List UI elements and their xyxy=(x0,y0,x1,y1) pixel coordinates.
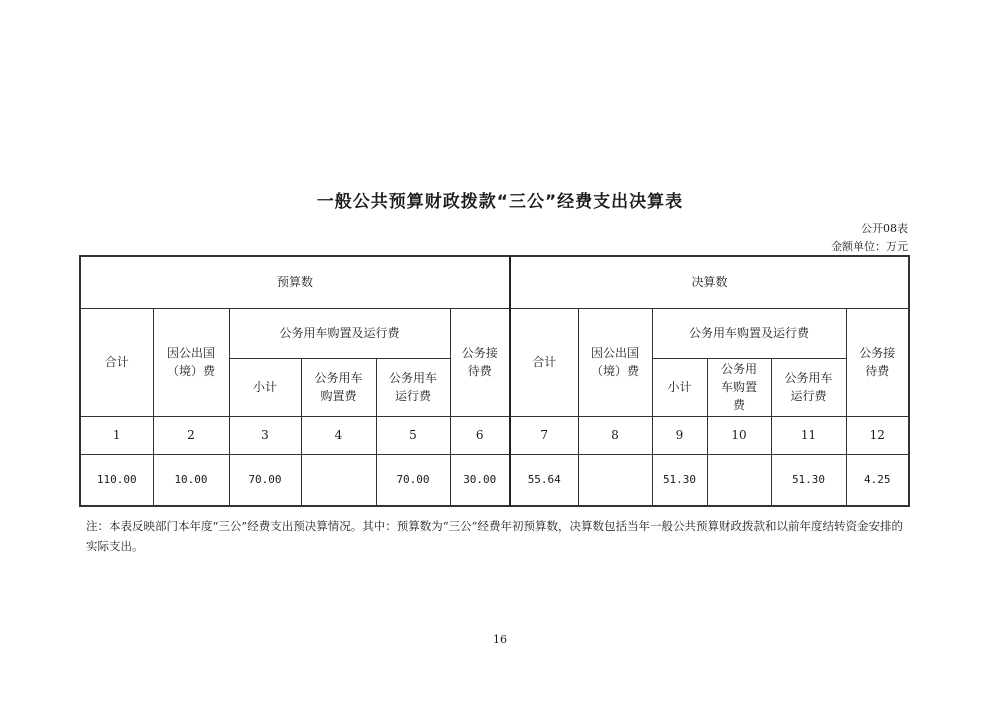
currency-unit: 金额单位：万元 xyxy=(831,240,908,253)
column-number: 3 xyxy=(229,416,301,454)
final-vehicle-group-header: 公务用车购置及运行费 xyxy=(652,308,846,358)
table-note xyxy=(86,516,908,556)
final-group-header: 决算数 xyxy=(510,256,909,308)
column-number: 6 xyxy=(450,416,510,454)
budget-abroad-header: 因公出国（境）费 xyxy=(153,308,229,416)
document-title: 一般公共预算财政拨款“三公”经费支出决算表 xyxy=(316,192,684,212)
final-total-header: 合计 xyxy=(510,308,578,416)
column-number: 12 xyxy=(846,416,909,454)
column-number: 1 xyxy=(80,416,153,454)
value-budget-vehicle-purchase xyxy=(301,454,376,506)
column-number-row xyxy=(80,416,909,454)
column-number: 9 xyxy=(652,416,707,454)
column-number: 11 xyxy=(771,416,846,454)
final-vehicle-purchase-header: 公务用车购置费 xyxy=(707,358,771,416)
page-number: 16 xyxy=(493,633,507,646)
budget-vehicle-purchase-header: 公务用车购置费 xyxy=(301,358,376,416)
value-final-reception: 4.25 xyxy=(846,454,909,506)
column-number: 4 xyxy=(301,416,376,454)
final-vehicle-subtotal-header: 小计 xyxy=(652,358,707,416)
note-text: 注：本表反映部门本年度“三公”经费支出预决算情况。其中：预算数为“三公”经费年初预算数，决算数包括当年一般公共预算财政拨款和以前年度结转资金安排的实际支出。 xyxy=(86,519,904,553)
final-vehicle-operation-header: 公务用车运行费 xyxy=(771,358,846,416)
column-number: 8 xyxy=(578,416,652,454)
value-budget-abroad: 10.00 xyxy=(153,454,229,506)
value-budget-reception: 30.00 xyxy=(450,454,510,506)
column-number: 10 xyxy=(707,416,771,454)
budget-total-header: 合计 xyxy=(80,308,153,416)
group-header-row xyxy=(80,256,909,308)
value-final-vehicle-subtotal: 51.30 xyxy=(652,454,707,506)
column-number: 2 xyxy=(153,416,229,454)
value-final-abroad xyxy=(578,454,652,506)
final-reception-header: 公务接待费 xyxy=(846,308,909,416)
budget-reception-header: 公务接待费 xyxy=(450,308,510,416)
three-public-expenses-table xyxy=(79,255,910,507)
value-row xyxy=(80,454,909,506)
value-final-vehicle-purchase xyxy=(707,454,771,506)
budget-vehicle-subtotal-header: 小计 xyxy=(229,358,301,416)
value-final-total: 55.64 xyxy=(510,454,578,506)
form-code: 公开08表 xyxy=(861,222,908,235)
value-budget-vehicle-subtotal: 70.00 xyxy=(229,454,301,506)
column-number: 5 xyxy=(376,416,450,454)
budget-vehicle-operation-header: 公务用车运行费 xyxy=(376,358,450,416)
column-number: 7 xyxy=(510,416,578,454)
final-abroad-header: 因公出国（境）费 xyxy=(578,308,652,416)
budget-group-header: 预算数 xyxy=(80,256,510,308)
value-final-vehicle-operation: 51.30 xyxy=(771,454,846,506)
value-budget-total: 110.00 xyxy=(80,454,153,506)
budget-vehicle-group-header: 公务用车购置及运行费 xyxy=(229,308,450,358)
value-budget-vehicle-operation: 70.00 xyxy=(376,454,450,506)
column-header-row-1 xyxy=(80,308,909,358)
